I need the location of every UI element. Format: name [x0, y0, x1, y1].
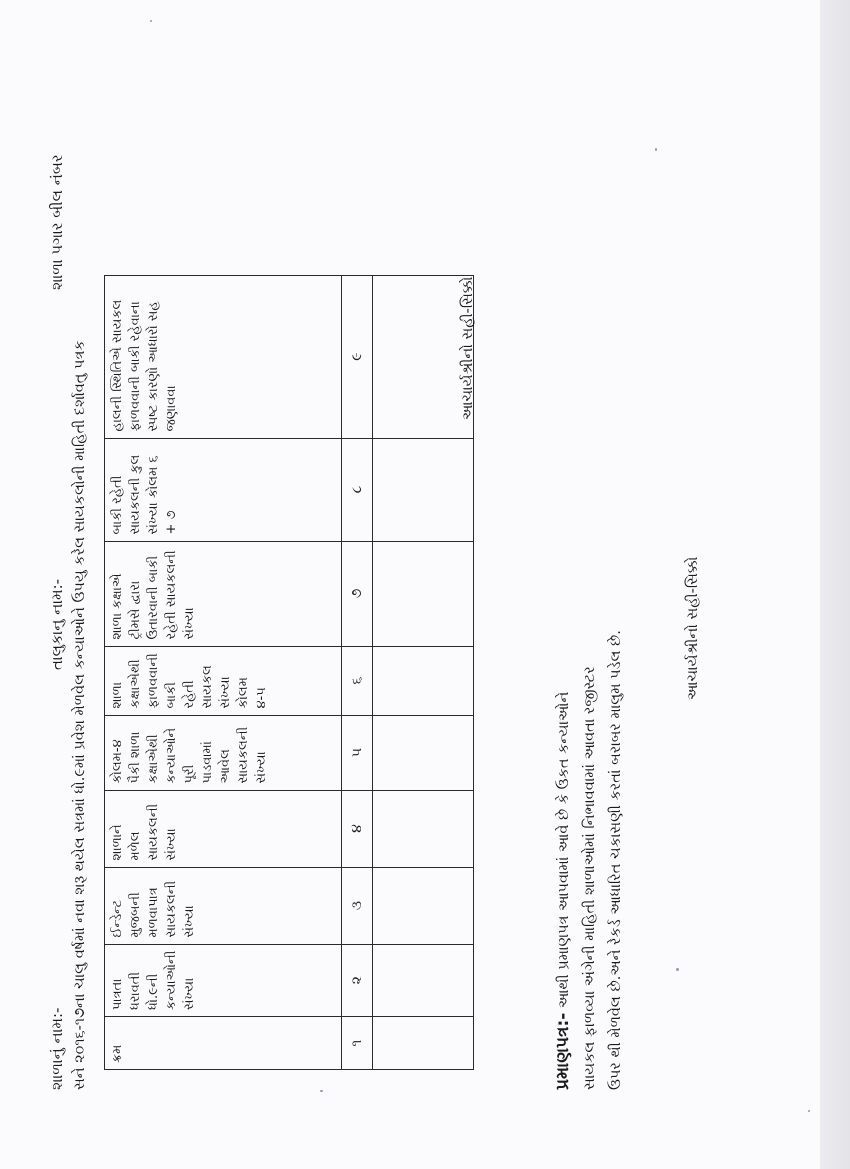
column-number: ૮	[342, 438, 373, 541]
scan-speck	[150, 20, 152, 22]
column-number-row	[342, 275, 373, 1069]
pay-center-label: શાળા પગાર બીલ નંબર	[48, 154, 66, 290]
header-cell: શાળા કક્ષાએ ટ્રીમસે દ્વારા ઉતારવાની બાકી રહેતી સાયકલની સંખ્યા	[105, 541, 342, 646]
column-number: ૨	[342, 944, 373, 1016]
empty-cell	[373, 715, 474, 790]
header-cell: શાળા કક્ષાએથી ફાળવવાની બાકી રહેતી સાયકલ સંખ્યા કોલમ ૪-૫	[105, 646, 342, 715]
principal-signature-bottom: આચાર્યશ્રીનો સહી-સિક્કો	[685, 556, 701, 700]
empty-cell	[373, 438, 474, 541]
principal-signature-top: આચાર્યશ્રીનો સહી-સિક્કો	[460, 276, 476, 420]
header-cell: બાકી રહેતી સાયકલની કુલ સંખ્યા કોલમ ૬ + ૭	[105, 438, 342, 541]
column-number: ૭	[342, 541, 373, 646]
column-number: ૩	[342, 867, 373, 944]
scan-speck	[320, 1090, 323, 1092]
table-header-row	[105, 275, 342, 1069]
column-number: ૫	[342, 715, 373, 790]
certificate-line: ઉપર થી મેળવેલ છે.અને રેકર્ડ આધારિત ચકાસણી કરતાં બરાબર માલુમ પડેલ છે.	[608, 630, 624, 1090]
header-cell: ક્રમ	[105, 1017, 342, 1070]
header-row	[48, 90, 72, 1090]
page-edge	[820, 0, 850, 1169]
empty-cell	[373, 867, 474, 944]
certificate-block	[550, 630, 629, 1090]
scan-speck	[655, 148, 657, 151]
taluka-label: તાલુકાનુ નામ:-	[48, 578, 66, 670]
empty-cell	[373, 646, 474, 715]
empty-cell	[373, 1017, 474, 1070]
cycle-table	[104, 275, 474, 1070]
scan-speck	[676, 968, 679, 971]
header-cell: પાત્રતા ધરાવતી ધો.૯ની કન્યાઓની સંખ્યા	[105, 944, 342, 1016]
rotated-form	[40, 60, 760, 1120]
header-cell: ઈન્ડેન્ટ મુજબની મળવાપાત્ર સાયકલની સંખ્યા	[105, 867, 342, 944]
certificate-line: સાયકલ ફાળવ્યા અંગેની માહિતી શાળાઓમાં નિભાવવામાં આવતા રજીસ્ટર	[582, 666, 598, 1090]
header-cell: કોલમ-૪ પૈકી શાળા કક્ષાએથી કન્યાઓને પૂરી પાડવામાં આવેલ સાયકલની સંખ્યા	[105, 715, 342, 790]
scan-speck	[808, 1110, 810, 1112]
column-number: ૬	[342, 646, 373, 715]
header-cell: હાલની સ્થિતિએ સાયકલ ફાળવવાની બાકી રહેવાના સ્પષ્ટ કારણો આધારો સહ જણાવવા	[105, 275, 342, 438]
column-number: ૪	[342, 790, 373, 867]
form-title: સને ૨૦૧૬-૧૭ના ચાલુ વર્ષમાં નવા શરૂ થયેલ સત્રમાં ધો.૯માં પ્રવેશ મેળવેલ કન્યાઓને ઉપયુ કરેલ સાયકલોની માહિતી દર્શાવતુ પત્રક	[72, 340, 88, 1090]
header-cell: શાળાને મળેલ સાયકલની સંખ્યા	[105, 790, 342, 867]
empty-cell	[373, 275, 474, 438]
empty-cell	[373, 541, 474, 646]
column-number: ૯	[342, 275, 373, 438]
column-number: ૧	[342, 1017, 373, 1070]
empty-cell	[373, 790, 474, 867]
certificate-line: આથી પ્રમાણપત્ર આપવામાં આવે છે કે ઉકત કન્યાઓને	[556, 691, 572, 1009]
table-row	[373, 275, 474, 1069]
school-name-label: શાળાનું નામ:-	[48, 1007, 66, 1090]
empty-cell	[373, 944, 474, 1016]
certificate-label: પ્રમાણપત્ર:-	[553, 1012, 573, 1090]
